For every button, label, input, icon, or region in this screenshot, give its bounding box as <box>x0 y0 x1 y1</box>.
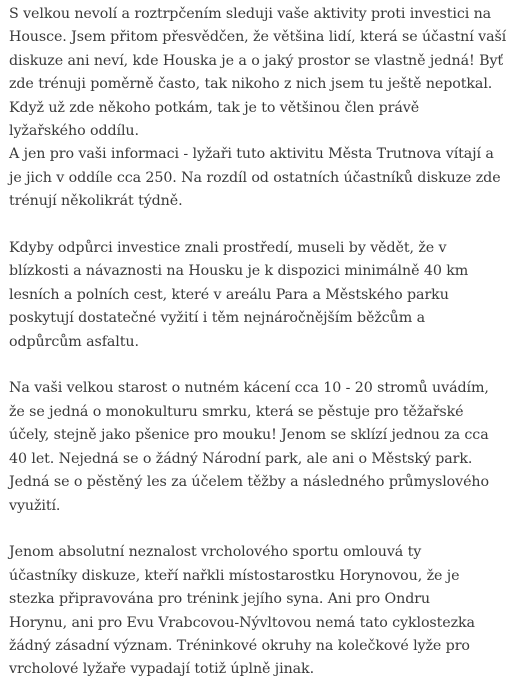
text-line: je jich v oddíle cca 250. Na rozdíl od ostatních účastníků diskuze zde <box>9 169 501 186</box>
paragraph-2 <box>9 237 513 354</box>
text-line: lyžařského oddílu. <box>9 123 139 140</box>
paragraph-3 <box>9 377 513 517</box>
paragraph-4 <box>9 541 513 681</box>
text-line: diskuze ani neví, kde Houska je a o jaký prostor se vlastně jedná! Byť <box>9 52 504 69</box>
text-line: Když už zde někoho potkám, tak je to většinou člen právě <box>9 99 420 116</box>
article-text <box>9 3 513 682</box>
text-line: poskytují dostatečné vyžití i těm nejnáročnějším běžcům a <box>9 310 425 327</box>
text-line: A jen pro vaši informaci - lyžaři tuto aktivitu Města Trutnova vítají a <box>9 146 494 163</box>
text-line: S velkou nevolí a roztrpčením sleduji vaše aktivity proti investici na <box>9 6 492 22</box>
text-line: stezka připravována pro trénink jejího syna. Ani pro Ondru <box>9 591 431 608</box>
text-line: 40 let. Nejedná se o žádný Národní park, ale ani o Městský park. <box>9 450 473 467</box>
text-line: lesních a polních cest, které v areálu Para a Městského parku <box>9 286 449 303</box>
text-line: Housce. Jsem přitom přesvědčen, že většina lidí, která se účastní vaší <box>9 29 507 46</box>
text-line: Jedná se o pěstěný les za účelem těžby a následného průmyslového <box>9 474 489 491</box>
text-line: odpůrcům asfaltu. <box>9 333 139 350</box>
text-line: Horynu, ani pro Evu Vrabcovou-Nývltovou nemá tato cyklostezka <box>9 614 475 631</box>
text-line: účely, stejně jako pšenice pro mouku! Jenom se sklízí jednou za cca <box>9 427 489 444</box>
text-line: žádný zásadní význam. Tréninkové okruhy na kolečkové lyže pro <box>9 637 470 654</box>
text-line: blízkosti a návaznosti na Housku je k dispozici minimálně 40 km <box>9 263 469 280</box>
text-line: využití. <box>9 497 61 514</box>
text-line: trénují několikrát týdně. <box>9 193 183 210</box>
paragraph-1 <box>9 3 513 214</box>
text-line: Kdyby odpůrci investice znali prostředí, museli by vědět, že v <box>9 240 447 257</box>
text-line: že se jedná o monokulturu smrku, která se pěstuje pro těžařské <box>9 403 464 420</box>
text-line: Jenom absolutní neznalost vrcholového sportu omlouvá ty <box>9 544 422 561</box>
text-line: zde trénuji poměrně často, tak nikoho z nich jsem tu ještě nepotkal. <box>9 76 493 93</box>
text-line: vrcholové lyžaře vypadají totiž úplně jinak. <box>9 661 315 678</box>
text-line: účastníky diskuze, kteří nařkli místostarostku Horynovou, že je <box>9 567 460 584</box>
text-line: Na vaši velkou starost o nutném kácení cca 10 - 20 stromů uvádím, <box>9 380 489 397</box>
